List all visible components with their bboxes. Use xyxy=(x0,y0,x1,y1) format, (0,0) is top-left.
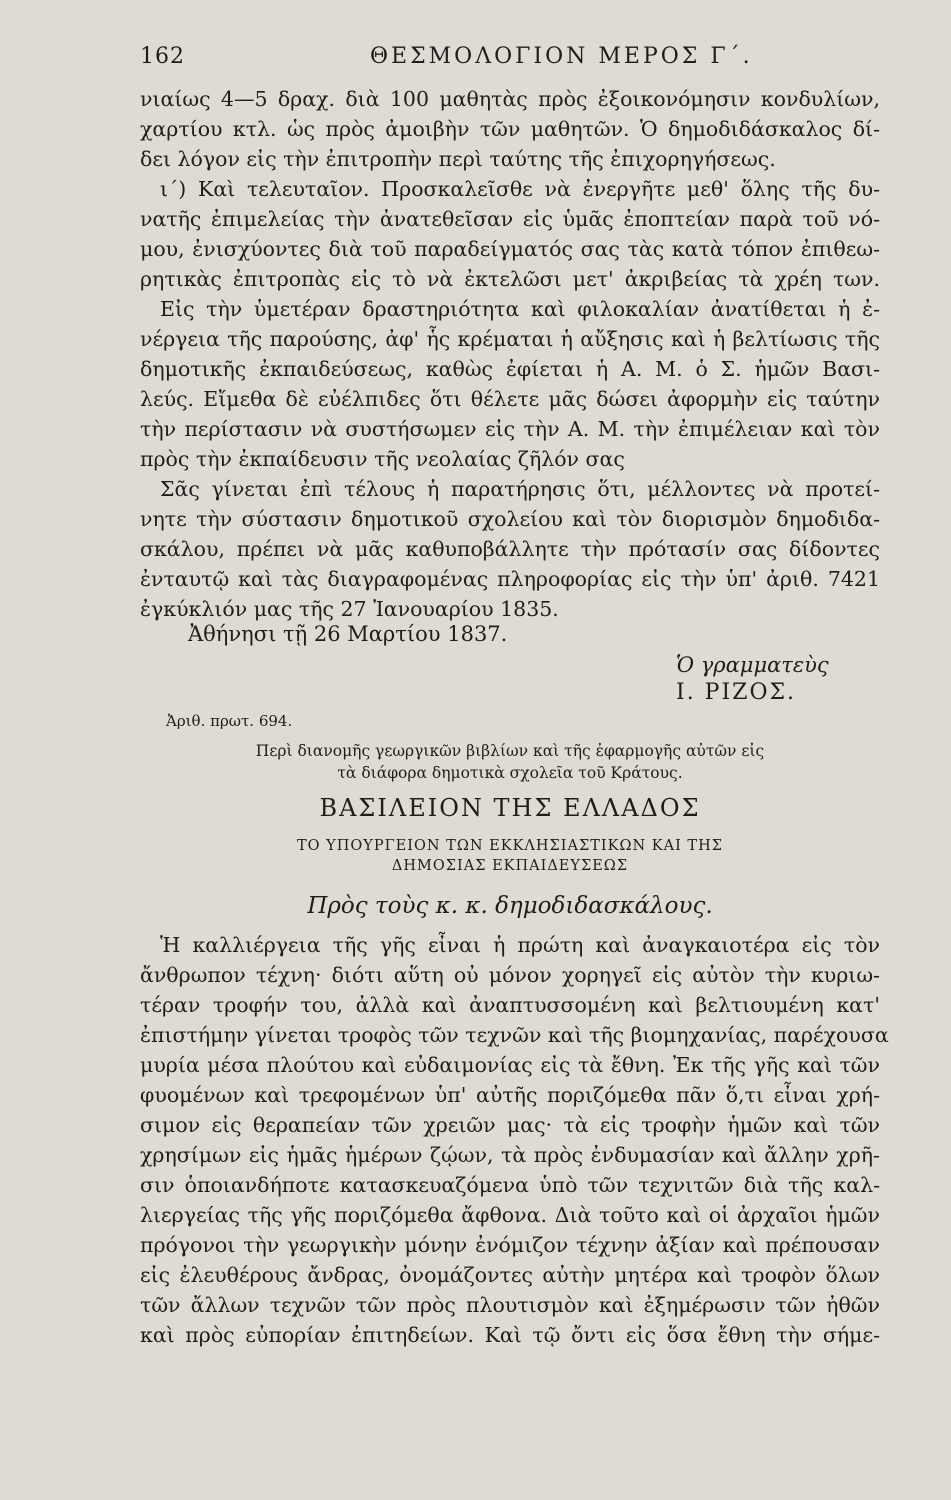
text-line: εἰς ἐλευθέρους ἄνδρας, ὀνομάζοντες αὐτὴν μητέρα καὶ τροφὸν ὅλων xyxy=(140,1263,880,1287)
addressee-line: Πρὸς τοὺς κ. κ. δημοδιδασκάλους. xyxy=(307,893,713,919)
protocol-number: Ἀριθ. πρωτ. 694. xyxy=(166,712,293,730)
text-line: καὶ πρὸς εὐπορίαν ἐπιτηδείων. Καὶ τῷ ὄντι εἰς ὅσα ἔθνη τὴν σήμε- xyxy=(140,1323,880,1347)
text-line: νητε τὴν σύστασιν δημοτικοῦ σχολείου καὶ τὸν διορισμὸν δημοδιδα- xyxy=(140,507,880,531)
text-line: σιν ὁποιανδήποτε κατασκευαζόμενα ὑπὸ τῶν τεχνιτῶν διὰ τῆς καλ- xyxy=(140,1173,880,1197)
subject-line: τὰ διάφορα δημοτικὰ σχολεῖα τοῦ Κράτους. xyxy=(337,764,683,782)
text-line: τέραν τροφήν του, ἀλλὰ καὶ ἀναπτυσσομένη καὶ βελτιουμένη κατ' xyxy=(140,993,880,1017)
subject-line: Περὶ διανομῆς γεωργικῶν βιβλίων καὶ τῆς ἐφαρμογῆς αὐτῶν εἰς xyxy=(255,742,765,760)
text-line: μυρία μέσα πλούτου καὶ εὐδαιμονίας εἰς τὰ ἔθνη. Ἐκ τῆς γῆς καὶ τῶν xyxy=(140,1053,880,1077)
text-line: νιαίως 4—5 δραχ. διὰ 100 μαθητὰς πρὸς ἐξοικονόμησιν κονδυλίων, xyxy=(140,87,880,111)
page-header xyxy=(140,44,880,74)
text-line: τῶν ἄλλων τεχνῶν τῶν πρὸς πλουτισμὸν καὶ ἐξημέρωσιν τῶν ἠθῶν xyxy=(140,1293,880,1317)
text-line: χαρτίου κτλ. ὡς πρὸς ἀμοιβὴν τῶν μαθητῶν. Ὁ δημοδιδάσκαλος δί- xyxy=(140,117,880,141)
text-line: ἐπιστήμην γίνεται τροφὸς τῶν τεχνῶν καὶ τῆς βιομηχανίας, παρέχουσα xyxy=(140,1023,889,1047)
text-line: φυομένων καὶ τρεφομένων ὑπ' αὐτῆς ποριζόμεθα πᾶν ὅ,τι εἶναι χρή- xyxy=(140,1083,880,1107)
text-line: Εἰς τὴν ὑμετέραν δραστηριότητα καὶ φιλοκαλίαν ἀνατίθεται ἡ ἐ- xyxy=(160,297,880,321)
text-line: σκάλου, πρέπει νὰ μᾶς καθυποβάλλητε τὴν πρότασίν σας δίδοντες xyxy=(140,537,880,561)
text-line: λεύς. Εἴμεθα δὲ εὐέλπιδες ὅτι θέλετε μᾶς δώσει ἀφορμὴν εἰς ταύτην xyxy=(140,387,880,411)
text-line: νέργεια τῆς παρούσης, ἀφ' ἧς κρέμαται ἡ αὔξησις καὶ ἡ βελτίωσις τῆς xyxy=(140,327,880,351)
ministry-heading: ΔΗΜΟΣΙΑΣ ΕΚΠΑΙΔΕΥΣΕΩΣ xyxy=(391,858,629,874)
running-title: ΘΕΣΜΟΛΟΓΙΟΝ ΜΕΡΟΣ Γ΄. xyxy=(370,44,753,69)
ministry-heading: ΤΟ ΥΠΟΥΡΓΕΙΟΝ ΤΩΝ ΕΚΚΛΗΣΙΑΣΤΙΚΩΝ ΚΑΙ ΤΗΣ xyxy=(297,838,723,854)
text-line: σιμον εἰς θεραπείαν τῶν χρειῶν μας· τὰ εἰς τροφὴν ἡμῶν καὶ τῶν xyxy=(140,1113,880,1137)
text-line: μου, ἐνισχύοντες διὰ τοῦ παραδείγματός σας τὰς κατὰ τόπον ἐπιθεω- xyxy=(140,237,880,261)
page-number: 162 xyxy=(140,44,185,69)
text-line: Σᾶς γίνεται ἐπὶ τέλους ἡ παρατήρησις ὅτι, μέλλοντες νὰ προτεί- xyxy=(160,477,880,501)
text-line: ἐγκύκλιόν μας τῆς 27 Ἰανουαρίου 1835. xyxy=(140,597,559,621)
text-line: ἐνταυτῷ καὶ τὰς διαγραφομένας πληροφορίας εἰς τὴν ὑπ' ἀριθ. 7421 xyxy=(140,567,880,591)
text-line: χρησίμων εἰς ἡμᾶς ἡμέρων ζῴων, τὰ πρὸς ἐνδυμασίαν καὶ ἄλλην χρῆ- xyxy=(140,1143,880,1167)
closing-date: Ἀθήνησι τῇ 26 Μαρτίου 1837. xyxy=(188,622,508,646)
text-line: νατῆς ἐπιμελείας τὴν ἀνατεθεῖσαν εἰς ὑμᾶς ἐποπτείαν παρὰ τοῦ νό- xyxy=(140,207,880,231)
text-line: δημοτικῆς ἐκπαιδεύσεως, καθὼς ἐφίεται ἡ Α. Μ. ὁ Σ. ἡμῶν Βασι- xyxy=(140,357,880,381)
text-line: τὴν περίστασιν νὰ συστήσωμεν εἰς τὴν Α. Μ. τὴν ἐπιμέλειαν καὶ τὸν xyxy=(140,417,880,441)
signature-name: Ι. ΡΙΖΟΣ. xyxy=(676,680,797,705)
signature-title: Ὁ γραμματεὺς xyxy=(676,653,829,677)
text-line: ι΄) Καὶ τελευταῖον. Προσκαλεῖσθε νὰ ἐνεργῆτε μεθ' ὅλης τῆς δυ- xyxy=(160,177,880,201)
text-line: ἄνθρωπον τέχνη· διότι αὕτη οὐ μόνον χορηγεῖ εἰς αὐτὸν τὴν κυριω- xyxy=(140,963,880,987)
text-line: πρὸς τὴν ἐκπαίδευσιν τῆς νεολαίας ζῆλόν σας xyxy=(140,447,625,471)
text-line: ρητικὰς ἐπιτροπὰς εἰς τὸ νὰ ἐκτελῶσι μετ' ἀκριβείας τὰ χρέη των. xyxy=(140,267,880,291)
text-line: πρόγονοι τὴν γεωργικὴν μόνην ἐνόμιζον τέχνην ἀξίαν καὶ πρέπουσαν xyxy=(140,1233,880,1257)
text-line: δει λόγον εἰς τὴν ἐπιτροπὴν περὶ ταύτης τῆς ἐπιχορηγήσεως. xyxy=(140,147,776,171)
text-line: Ἡ καλλιέργεια τῆς γῆς εἶναι ἡ πρώτη καὶ ἀναγκαιοτέρα εἰς τὸν xyxy=(160,933,880,957)
text-line: λιεργείας τῆς γῆς ποριζόμεθα ἄφθονα. Διὰ τοῦτο καὶ οἱ ἀρχαῖοι ἡμῶν xyxy=(140,1203,880,1227)
kingdom-heading: ΒΑΣΙΛΕΙΟΝ ΤΗΣ ΕΛΛΑΔΟΣ xyxy=(319,794,701,822)
